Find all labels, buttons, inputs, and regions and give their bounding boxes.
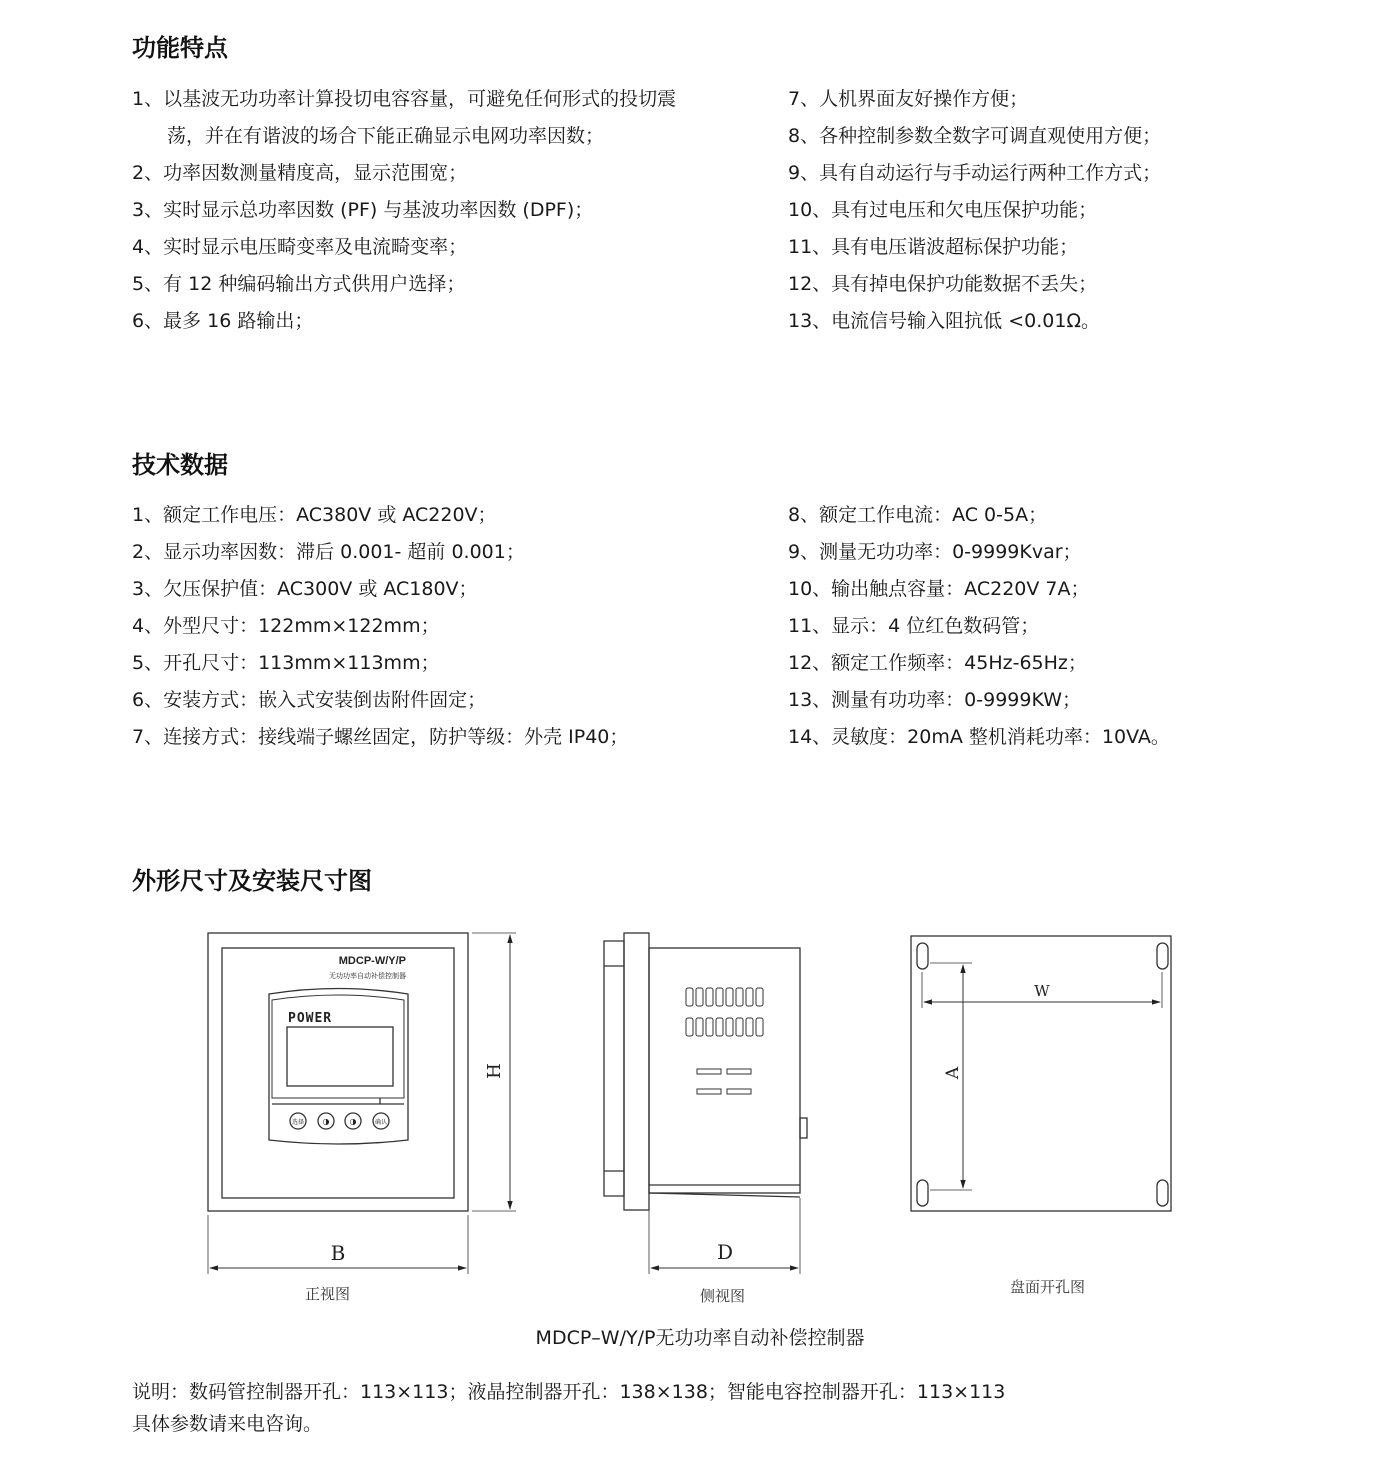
- list-item: 8、额定工作电流：AC 0-5A；: [788, 504, 1048, 526]
- list-item: 6、安装方式：嵌入式安装倒齿附件固定；: [132, 689, 487, 711]
- button-label: 选择: [291, 1119, 305, 1126]
- side-view: [604, 933, 807, 1274]
- dimension-d-label: D: [716, 1240, 734, 1264]
- list-item: 10、具有过电压和欠电压保护功能；: [788, 199, 1098, 221]
- front-view-caption: 正视图: [305, 1285, 351, 1303]
- model-caption: MDCP–W/Y/P无功功率自动补偿控制器: [535, 1327, 865, 1349]
- dimension-a-label: A: [943, 1066, 963, 1080]
- dimension-b-label: B: [330, 1241, 346, 1265]
- panel-view-caption: 盘面开孔图: [1010, 1278, 1086, 1296]
- button-label: ◑: [349, 1117, 357, 1126]
- list-item: 9、具有自动运行与手动运行两种工作方式；: [788, 162, 1162, 184]
- list-item: 2、功率因数测量精度高，显示范围宽；: [132, 162, 468, 184]
- specs-right-list: [788, 497, 1170, 756]
- side-view-caption: 侧视图: [700, 1287, 746, 1305]
- list-item: 3、实时显示总功率因数 (PF) 与基波功率因数 (DPF)；: [132, 199, 594, 221]
- dimension-h-label: H: [484, 1063, 505, 1079]
- power-label: POWER: [288, 1011, 333, 1026]
- specs-left-list: [132, 497, 628, 756]
- list-item: 10、输出触点容量：AC220V 7A；: [788, 578, 1090, 600]
- list-item: 7、人机界面友好操作方便；: [788, 88, 1029, 110]
- list-item: 1、以基波无功功率计算投切电容容量，可避免任何形式的投切震: [132, 88, 677, 110]
- list-item: 11、具有电压谐波超标保护功能；: [788, 236, 1079, 258]
- mounting-slot: [917, 1180, 928, 1206]
- features-left-list: [132, 81, 676, 340]
- mounting-slot: [1157, 1180, 1168, 1206]
- list-item: 14、灵敏度：20mA 整机消耗功率：10VA。: [788, 726, 1170, 748]
- list-item: 1、额定工作电压：AC380V 或 AC220V；: [132, 504, 497, 526]
- front-model-label: MDCP-W/Y/P: [338, 955, 406, 967]
- list-item: 13、测量有功功率：0-9999KW；: [788, 689, 1082, 711]
- list-item: 荡，并在有谐波的场合下能正确显示电网功率因数；: [167, 125, 605, 147]
- list-item: 6、最多 16 路输出；: [132, 310, 314, 332]
- list-item: 3、欠压保护值：AC300V 或 AC180V；: [132, 578, 478, 600]
- side-vents: [697, 1069, 751, 1094]
- list-item: 11、显示：4 位红色数码管；: [788, 615, 1040, 637]
- note-line-1: 说明：数码管控制器开孔：113×113；液晶控制器开孔：138×138；智能电容控制器开孔：113×113: [132, 1381, 1006, 1403]
- list-item: 13、电流信号输入阻抗低 <0.01Ω。: [788, 310, 1100, 332]
- features-title: 功能特点: [132, 34, 228, 62]
- mounting-slot: [917, 943, 928, 969]
- list-item: 5、有 12 种编码输出方式供用户选择；: [132, 273, 466, 295]
- front-bezel-inner: [222, 948, 454, 1198]
- dimension-drawings: [0, 920, 1400, 1320]
- list-item: 5、开孔尺寸：113mm×113mm；: [132, 652, 440, 674]
- side-flange: [624, 933, 649, 1210]
- dimension-w-label: W: [1034, 982, 1050, 1000]
- list-item: 2、显示功率因数：滞后 0.001- 超前 0.001；: [132, 541, 525, 563]
- terminal-block-top: [686, 988, 763, 1006]
- button-label: ◑: [322, 1117, 330, 1126]
- list-item: 8、各种控制参数全数字可调直观使用方便；: [788, 125, 1162, 147]
- list-item: 12、额定工作频率：45Hz-65Hz；: [788, 652, 1087, 674]
- terminal-block-bottom: [686, 1018, 763, 1036]
- list-item: 4、外型尺寸：122mm×122mm；: [132, 615, 440, 637]
- list-item: 9、测量无功功率：0-9999Kvar；: [788, 541, 1082, 563]
- list-item: 7、连接方式：接线端子螺丝固定，防护等级：外壳 IP40；: [132, 726, 629, 748]
- front-subtitle-label: 无功功率自动补偿控制器: [329, 972, 406, 980]
- dimensions-title: 外形尺寸及安装尺寸图: [132, 867, 372, 895]
- button-label: 确认: [374, 1119, 388, 1126]
- front-view: [208, 933, 516, 1274]
- specs-title: 技术数据: [132, 451, 228, 479]
- note-line-2: 具体参数请来电咨询。: [132, 1413, 323, 1435]
- list-item: 4、实时显示电压畸变率及电流畸变率；: [132, 236, 468, 258]
- side-body: [649, 948, 800, 1193]
- list-item: 12、具有掉电保护功能数据不丢失；: [788, 273, 1098, 295]
- lcd-screen: [287, 1027, 393, 1086]
- mounting-slot: [1157, 943, 1168, 969]
- features-right-list: [788, 81, 1161, 340]
